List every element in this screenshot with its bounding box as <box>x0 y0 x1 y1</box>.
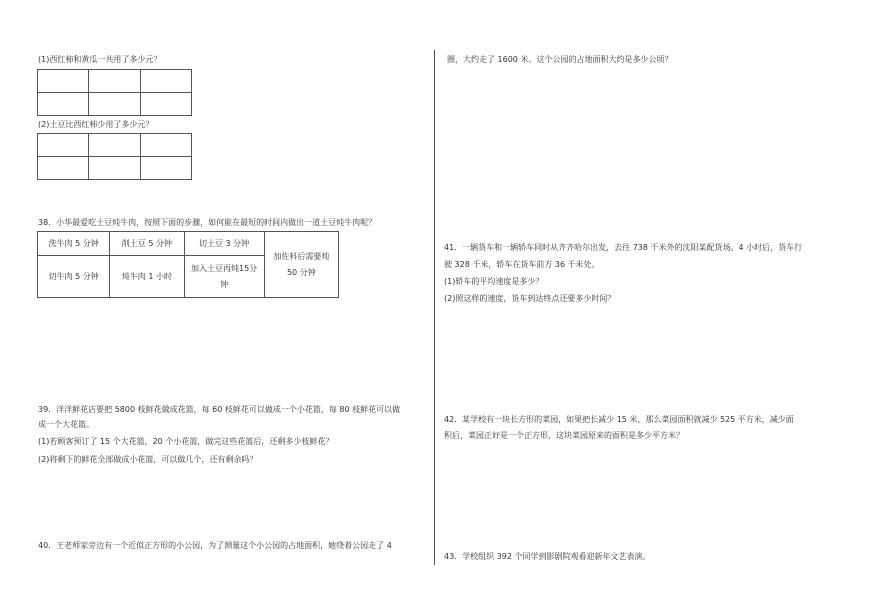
step-peel-potato: 削土豆 5 分钟 <box>110 232 184 256</box>
grid-cell <box>38 134 89 157</box>
step-add-potato <box>184 256 264 298</box>
answer-grid-2 <box>37 133 192 180</box>
step-cut-beef: 切牛肉 5 分钟 <box>38 256 110 298</box>
question-41-line2: 驶 328 千米，轿车在货车前方 36 千米处。 <box>444 260 600 269</box>
grid-cell <box>140 134 191 157</box>
question-38: 38．小华最爱吃土豆炖牛肉，按照下面的步骤，如何能在最短的时间内做出一道土豆炖牛肉呢？ <box>38 218 377 227</box>
step-add-seasoning <box>264 232 338 298</box>
question-43: 43．学校组织 392 个同学到影剧院观看迎新年文艺表演。 <box>444 552 651 561</box>
question-41-line1: 41．一辆货车和一辆轿车同时从齐齐哈尔出发，去往 738 千米外的沈阳某配货场。4 小时后，货车行 <box>444 243 803 252</box>
grid-cell <box>89 157 140 180</box>
question-40-continued: 圈，大约走了 1600 米。这个公园的占地面积大约是多少公顷？ <box>447 55 673 64</box>
step-add-seasoning-line1: 加佐料后需要炖 <box>273 251 330 261</box>
grid-cell <box>38 93 89 116</box>
grid-cell <box>140 93 191 116</box>
question-37-sub2: (2)土豆比西红柿少用了多少元？ <box>38 120 154 129</box>
grid-cell <box>38 157 89 180</box>
step-wash-beef: 洗牛肉 5 分钟 <box>38 232 110 256</box>
question-42-line2: 积后，菜园正好是一个正方形，这块菜园原来的面积是多少平方米？ <box>444 431 684 440</box>
answer-grid-1 <box>37 69 192 116</box>
step-stew-beef: 炖牛肉 1 小时 <box>110 256 184 298</box>
step-add-seasoning-line2: 50 分钟 <box>286 267 316 277</box>
step-add-potato-line2: 钟 <box>220 279 229 289</box>
step-add-potato-line1: 加入土豆再炖15分 <box>191 263 258 273</box>
question-40: 40．王老师家旁边有一个近似正方形的小公园，为了测量这个小公园的占地面积，她绕着公园走了 4 <box>38 541 392 550</box>
question-39-line1: 39．洋洋鲜花店要把 5800 枝鲜花做成花篮，每 60 枝鲜花可以做成一个小花篮，每 80 枝鲜花可以做 <box>38 405 401 414</box>
cooking-steps-table <box>37 231 339 298</box>
grid-cell <box>89 134 140 157</box>
question-41-sub2: (2)照这样的速度，货车到达终点还要多少时间？ <box>444 294 616 303</box>
question-39-sub1: (1)若顾客预订了 15 个大花篮，20 个小花篮，做完这些花篮后，还剩多少枝鲜花？ <box>38 437 334 446</box>
grid-cell <box>89 93 140 116</box>
question-41-sub1: (1)轿车的平均速度是多少？ <box>444 277 544 286</box>
grid-cell <box>38 70 89 93</box>
question-42-line1: 42．某学校有一块长方形的菜园，如果把长减少 15 米，那么菜园面积就减少 525 平方米，减少面 <box>444 415 794 424</box>
grid-cell <box>140 70 191 93</box>
question-39-sub2: (2)将剩下的鲜花全部做成小花篮，可以做几个，还有剩余吗？ <box>38 455 258 464</box>
question-37-sub1: (1)西红柿和黄瓜一共用了多少元？ <box>38 55 162 64</box>
column-divider <box>434 50 435 565</box>
grid-cell <box>89 70 140 93</box>
step-cut-potato: 切土豆 3 分钟 <box>184 232 264 256</box>
grid-cell <box>140 157 191 180</box>
question-39-line2: 成一个大花篮。 <box>38 420 94 429</box>
